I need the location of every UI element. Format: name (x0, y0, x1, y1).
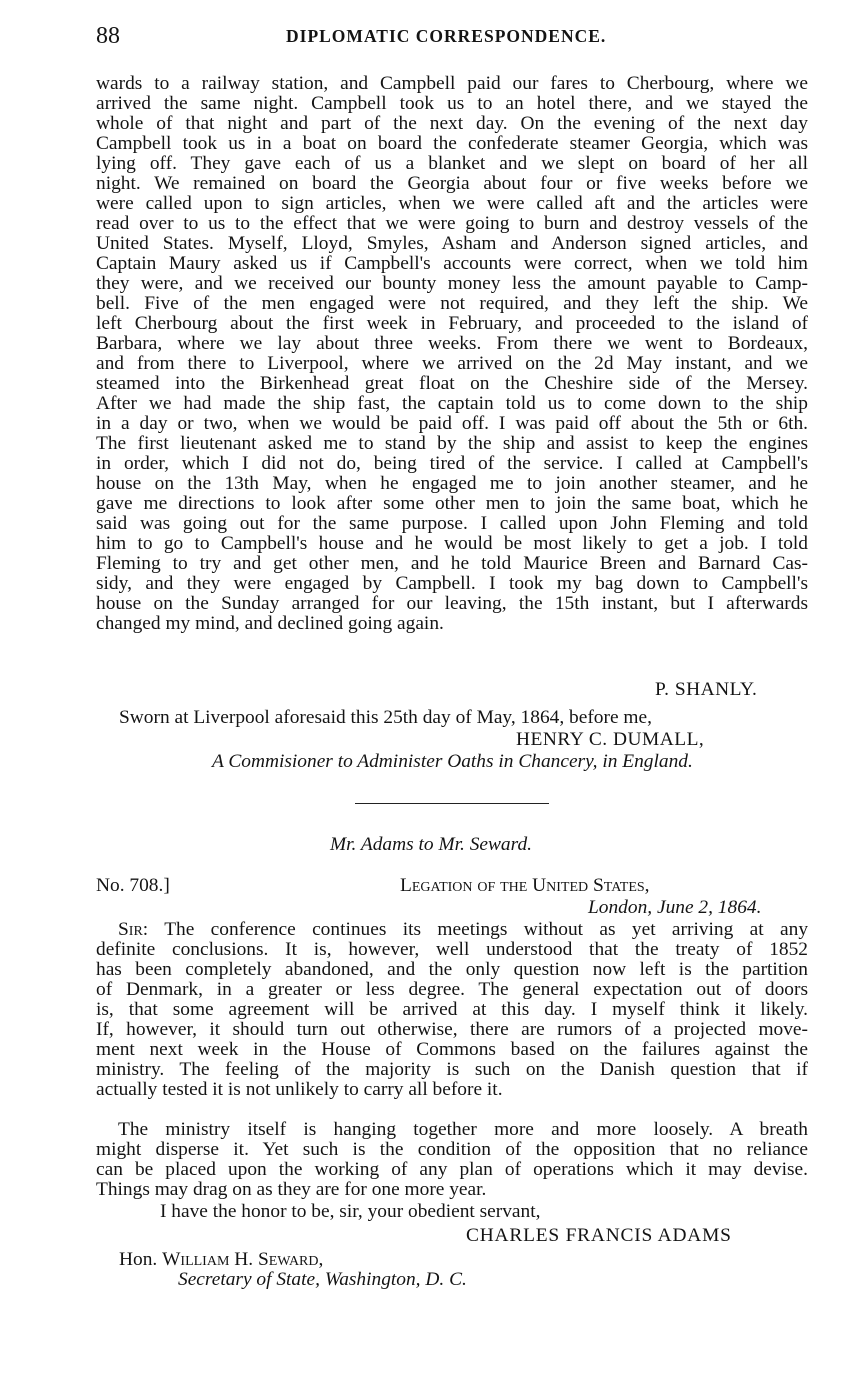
text-line: night. We remained on board the Georgia about four or five weeks before we (96, 173, 808, 194)
text-line: steamed into the Birkenhead great float on the Cheshire side of the Mersey. (96, 373, 808, 394)
commissioner-name: HENRY C. DUMALL, (516, 729, 705, 750)
text-line: The first lieutenant asked me to stand by the ship and assist to keep the engines (96, 433, 808, 454)
text-line: definite conclusions. It is, however, well understood that the treaty of 1852 (96, 939, 808, 960)
text-line: After we had made the ship fast, the captain told us to come down to the ship (96, 393, 808, 414)
text-line: they were, and we received our bounty money less the amount payable to Camp- (96, 273, 808, 294)
deposition-body (96, 74, 808, 634)
text-line: said was going out for the same purpose. I called upon John Fleming and told (96, 513, 808, 534)
text-line: is, that some agreement will be arrived at this day. I myself think it likely. (96, 999, 808, 1020)
letter-signature: CHARLES FRANCIS ADAMS (466, 1225, 732, 1246)
legation-heading: Legation of the United States, (400, 875, 650, 896)
text-line: has been completely abandoned, and the only question now left is the partition (96, 959, 808, 980)
text-line: Captain Maury asked us if Campbell's accounts were correct, when we told him (96, 253, 808, 274)
text-line: Fleming to try and get other men, and he told Maurice Breen and Barnard Cas- (96, 553, 808, 574)
text-line: Barbara, where we lay about three weeks. From there we went to Bordeaux, (96, 333, 808, 354)
text-line: ment next week in the House of Commons based on the failures against the (96, 1039, 808, 1060)
text-line: changed my mind, and declined going again. (96, 613, 444, 634)
text-line: Campbell took us in a boat on board the confederate steamer Georgia, which was (96, 133, 808, 154)
commissioner-title: A Commisioner to Administer Oaths in Chancery, in England. (212, 751, 693, 772)
text-line: wards to a railway station, and Campbell paid our fares to Cherbourg, where we (96, 73, 808, 94)
addressee-prefix: Hon. (119, 1249, 158, 1270)
place-date: London, June 2, 1864. (588, 897, 762, 918)
text-line: house on the Sunday arranged for our leaving, the 15th instant, but I afterwards (96, 593, 808, 614)
sworn-statement: Sworn at Liverpool aforesaid this 25th day of May, 1864, before me, (119, 707, 652, 728)
text-line: in a day or two, when we would be paid off. I was paid off about the 5th or 6th. (96, 413, 808, 434)
deposition-signature: P. SHANLY. (655, 679, 758, 700)
page-header (96, 22, 806, 52)
text-line: in order, which I did not do, being tired of the service. I called at Campbell's (96, 453, 808, 474)
addressee-line (119, 1249, 323, 1271)
text-line: house on the 13th May, when he engaged me to join another steamer, and he (96, 473, 808, 494)
text-line: can be placed upon the working of any plan of operations which it may devise. (96, 1159, 808, 1180)
letter-first-line (96, 920, 808, 940)
text-line: gave me directions to look after some other men to join the same boat, which he (96, 493, 808, 514)
text-line: whole of that night and part of the next day. On the evening of the next day (96, 113, 808, 134)
text-line: Things may drag on as they are for one more year. (96, 1179, 487, 1200)
text-line: lying off. They gave each of us a blanket and we slept on board of her all (96, 153, 808, 174)
text-line: left Cherbourg about the first week in February, and proceeded to the island of (96, 313, 808, 334)
letter-heading: Mr. Adams to Mr. Seward. (330, 834, 532, 855)
text-line: sidy, and they were engaged by Campbell. I took my bag down to Campbell's (96, 573, 808, 594)
text-line: ministry. The feeling of the majority is such on the Danish question that if (96, 1059, 808, 1080)
text-line: of Denmark, in a greater or less degree. The general expectation out of doors (96, 979, 808, 1000)
text-line: might disperse it. Yet such is the condition of the opposition that no reliance (96, 1139, 808, 1160)
addressee-name: William H. Seward, (162, 1249, 324, 1270)
text-line: read over to us to the effect that we were going to burn and destroy vessels of the (96, 213, 808, 234)
text-line: United States. Myself, Lloyd, Smyles, Asham and Anderson signed articles, and (96, 233, 808, 254)
salutation: Sir: (118, 919, 149, 940)
text-line: him to go to Campbell's house and he would be most likely to get a job. I told (96, 533, 808, 554)
dispatch-number: No. 708.] (96, 875, 170, 896)
text-line (96, 920, 808, 940)
addressee-title: Secretary of State, Washington, D. C. (178, 1269, 467, 1290)
text-line: The ministry itself is hanging together more and more loosely. A breath (118, 1119, 808, 1140)
letter-paragraph-2 (96, 1120, 808, 1200)
text-line: If, however, it should turn out otherwise, there are rumors of a projected move- (96, 1019, 808, 1040)
text-line: actually tested it is not unlikely to carry all before it. (96, 1079, 503, 1100)
text-line: were called upon to sign articles, when we were called aft and the articles were (96, 193, 808, 214)
page-number: 88 (96, 23, 120, 49)
section-divider (355, 803, 549, 804)
closing-line: I have the honor to be, sir, your obedient servant, (160, 1201, 541, 1222)
text-line: and from there to Liverpool, where we arrived on the 2d May instant, and we (96, 353, 808, 374)
paragraph-opening: The conference continues its meetings without as yet arriving at any (164, 919, 809, 940)
text-line: bell. Five of the men engaged were not required, and they left the ship. We (96, 293, 808, 314)
text-line: arrived the same night. Campbell took us to an hotel there, and we stayed the (96, 93, 808, 114)
running-title: DIPLOMATIC CORRESPONDENCE. (286, 26, 607, 46)
letter-paragraph-1 (96, 940, 808, 1100)
